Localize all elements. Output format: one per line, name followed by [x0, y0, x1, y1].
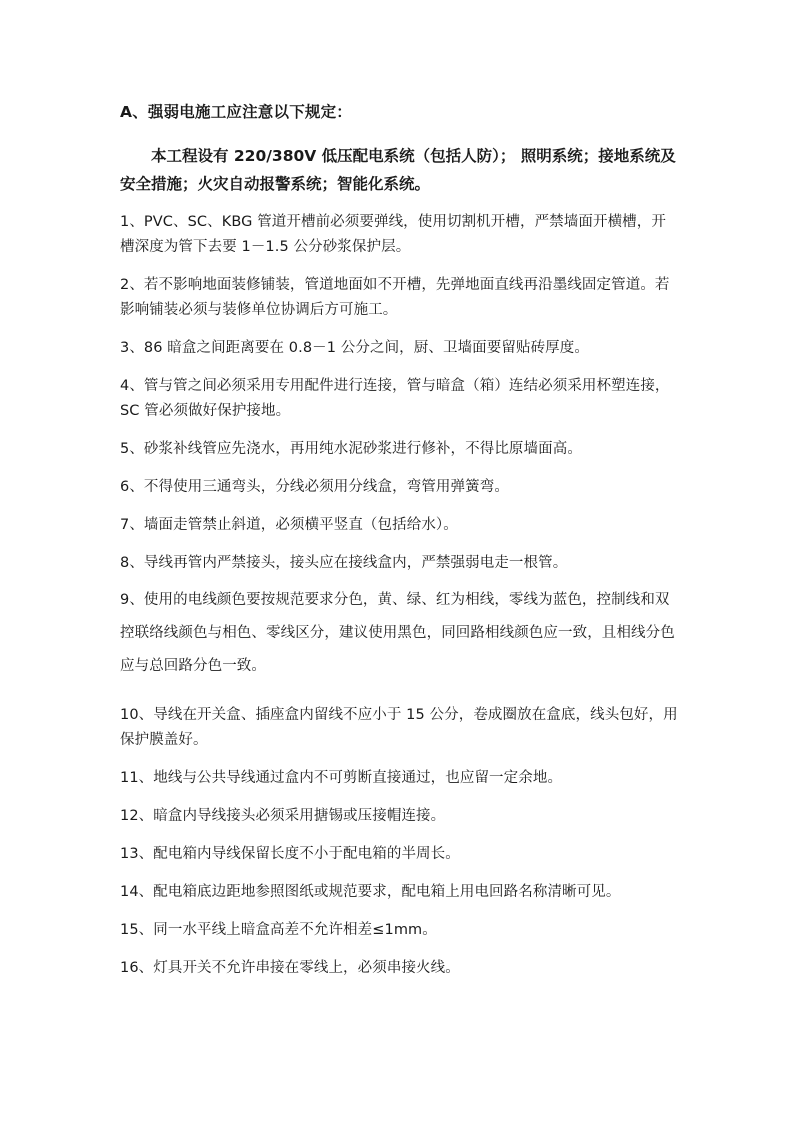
rule-item-5: 5、砂浆补线管应先浇水，再用纯水泥砂浆进行修补，不得比原墙面高。: [120, 441, 582, 457]
rule-item-8: 8、导线再管内严禁接头，接头应在接线盒内，严禁强弱电走一根管。: [120, 555, 568, 571]
rule-item-14: 14、配电箱底边距地参照图纸或规范要求，配电箱上用电回路名称清晰可见。: [120, 884, 621, 900]
rule-item-12: 12、暗盒内导线接头必须采用搪锡或压接帽连接。: [120, 808, 446, 824]
rule-item-15: 15、同一水平线上暗盒高差不允许相差≤1mm。: [120, 922, 437, 938]
rule-item-2: 2、若不影响地面装修铺装，管道地面如不开槽，先弹地面直线再沿墨线固定管道。若影响铺装必须与装修单位协调后方可施工。: [120, 277, 670, 318]
rule-item-6: 6、不得使用三通弯头，分线必须用分线盒，弯管用弹簧弯。: [120, 479, 509, 495]
rule-item-11: 11、地线与公共导线通过盒内不可剪断直接通过，也应留一定余地。: [120, 770, 563, 786]
rule-item-1: 1、PVC、SC、KBG 管道开槽前必须要弹线，使用切割机开槽，严禁墙面开横槽，开槽深度为管下去要 1－1.5 公分砂浆保护层。: [120, 214, 666, 255]
rule-item-16: 16、灯具开关不允许串接在零线上，必须串接火线。: [120, 960, 460, 976]
rule-item-13: 13、配电箱内导线保留长度不小于配电箱的半周长。: [120, 846, 460, 862]
section-heading: A、强弱电施工应注意以下规定：: [120, 103, 352, 121]
intro-paragraph: 本工程设有 220/380V 低压配电系统（包括人防）； 照明系统；接地系统及安全措施；火灾自动报警系统；智能化系统。: [120, 147, 676, 193]
rule-item-4: 4、管与管之间必须采用专用配件进行连接，管与暗盒（箱）连结必须采用杯塑连接，SC 管必须做好保护接地。: [120, 378, 670, 419]
rule-item-3: 3、86 暗盒之间距离要在 0.8－1 公分之间，厨、卫墙面要留贴砖厚度。: [120, 340, 589, 356]
rule-item-9: 9、使用的电线颜色要按规范要求分色，黄、绿、红为相线，零线为蓝色，控制线和双控联络线颜色与相色、零线区分，建议使用黑色，同回路相线颜色应一致，且相线分色应与总回路分色一致。: [120, 592, 675, 674]
rule-item-10: 10、导线在开关盒、插座盒内留线不应小于 15 公分，卷成圈放在盒底，线头包好，用保护膜盖好。: [120, 707, 678, 748]
rule-item-7: 7、墙面走管禁止斜道，必须横平竖直（包括给水）。: [120, 517, 458, 533]
